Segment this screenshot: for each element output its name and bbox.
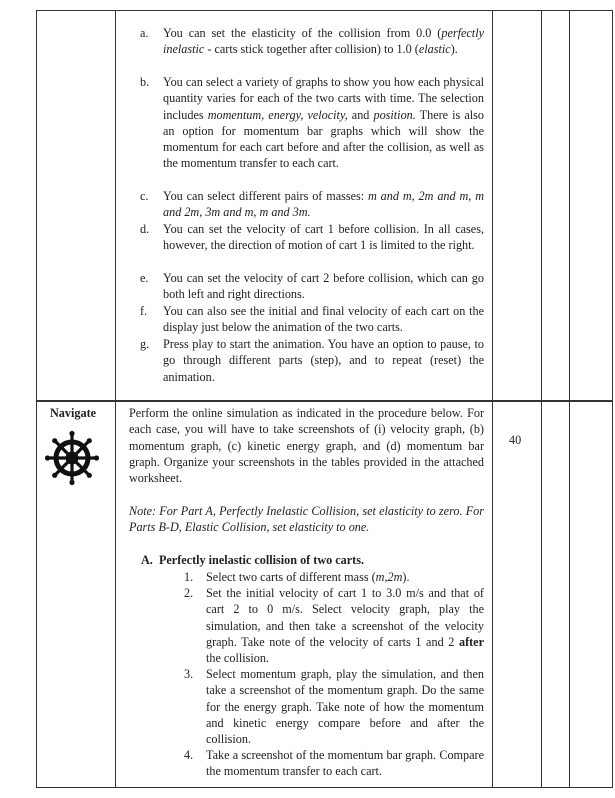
list-marker: d. <box>140 222 150 236</box>
text-run: perfectly inelastic <box>163 26 484 57</box>
table-border-bottom <box>36 787 613 788</box>
text-run: You can also see the initial and final velocity of each cart on the display just below the animation of the two carts. <box>163 304 484 335</box>
list-marker: f. <box>140 304 148 318</box>
navigate-label: Navigate <box>50 406 97 420</box>
text-run: momentum, energy, velocity, <box>207 107 348 122</box>
list-marker: 2. <box>184 586 194 600</box>
text-run: - carts stick together after collision) to 1.0 ( <box>204 42 419 57</box>
list-item <box>184 585 484 666</box>
list-text <box>206 667 484 746</box>
text-run: m,2m <box>375 570 403 584</box>
navigate-note: Note: For Part A, Perfectly Inelastic Collision, set elasticity to zero. For Parts B-D, Elastic Collision, set elasticity to one. <box>129 504 484 535</box>
list-text <box>163 304 484 334</box>
list-text <box>163 189 484 219</box>
list-item <box>184 747 484 780</box>
table-border-col2 <box>492 10 493 788</box>
text-run: and <box>347 107 374 122</box>
ship-wheel-icon <box>44 430 100 486</box>
text-run: position. <box>373 107 416 122</box>
list-text <box>163 222 484 252</box>
table-row-divider <box>36 400 613 402</box>
text-run: Take a screenshot of the momentum bar graph. Compare the momentum transfer to each cart. <box>206 748 484 779</box>
table-border-top <box>36 10 613 11</box>
list-item <box>184 666 484 747</box>
steps-list <box>184 569 484 780</box>
text-run: after <box>458 634 484 649</box>
list-text <box>163 337 484 384</box>
table-border-left <box>36 10 37 788</box>
text-run: There is also an option for momentum bar graphs which will show the momentum for each cart before and after the collision, as well as the momentum transfer to each cart. <box>163 107 484 171</box>
text-run: ). <box>450 42 458 57</box>
list-marker: g. <box>140 337 150 351</box>
table-border-col4 <box>569 10 570 788</box>
table-border-col3 <box>541 10 542 788</box>
list-marker: 1. <box>184 570 194 584</box>
list-text <box>163 75 484 170</box>
text-run: You can select a variety of graphs to show you how each physical quantity varies for each of the two carts with time. The selection includes <box>163 75 484 122</box>
list-text <box>206 570 410 584</box>
list-item <box>140 336 484 385</box>
text-run: elastic <box>418 42 451 57</box>
text-run: You can select different pairs of masses: <box>163 189 369 203</box>
list-item <box>140 221 484 270</box>
list-marker: c. <box>140 189 149 203</box>
list-item <box>140 270 484 303</box>
list-marker: b. <box>140 75 150 89</box>
text-run: Set the initial velocity of cart 1 to 3.0 m/s and that of cart 2 to 0 m/s. Select velocity graph, play the simulation, and then take a screenshot of the velocity graph. Take note of the velocity of carts 1 and 2 <box>206 586 484 649</box>
text-run: Press play to start the animation. You have an option to pause, to go through different parts (step), and to repeat (reset) the animation. <box>163 337 484 384</box>
list-text <box>163 26 484 56</box>
table-border-col1 <box>115 10 116 788</box>
points-value: 40 <box>509 433 522 447</box>
text-run: the collision. <box>206 651 269 666</box>
list-item <box>140 74 484 188</box>
list-marker: a. <box>140 26 149 40</box>
text-run: You can set the velocity of cart 1 before collision. In all cases, however, the direction of motion of cart 1 is limited to the right. <box>163 222 484 253</box>
list-marker: 4. <box>184 748 194 762</box>
list-marker: e. <box>140 271 149 285</box>
part-title: A. Perfectly inelastic collision of two carts. <box>141 553 365 567</box>
list-text <box>163 271 484 301</box>
text-run: Select two carts of different mass ( <box>206 570 376 584</box>
text-run: Select momentum graph, play the simulation, and then take a screenshot of the momentum graph. Do the same for the energy graph. Take note of how the momentum and kinetic energy compare before and after the collision. <box>206 667 484 747</box>
list-text <box>206 586 484 665</box>
options-list <box>140 25 484 385</box>
text-run: m and m, 2m and m, m and 2m, 3m and m, m and 3m. <box>163 189 484 220</box>
list-item <box>140 188 484 221</box>
list-text <box>206 748 484 778</box>
table-border-right <box>612 10 613 788</box>
text-run: You can set the velocity of cart 2 before collision, which can go both left and right directions. <box>163 271 484 302</box>
list-item <box>184 569 484 585</box>
text-run: ). <box>402 570 410 584</box>
navigate-intro: Perform the online simulation as indicated in the procedure below. For each case, you will have to take screenshots of (i) velocity graph, (b) momentum graph, (c) kinetic energy graph, and (d) momentum bar graph. Organize your screenshots in the tables provided in the attached worksheet. <box>129 406 484 486</box>
text-run: You can set the elasticity of the collision from 0.0 ( <box>163 26 442 40</box>
list-item <box>140 303 484 336</box>
list-item <box>140 25 484 74</box>
list-marker: 3. <box>184 667 194 681</box>
